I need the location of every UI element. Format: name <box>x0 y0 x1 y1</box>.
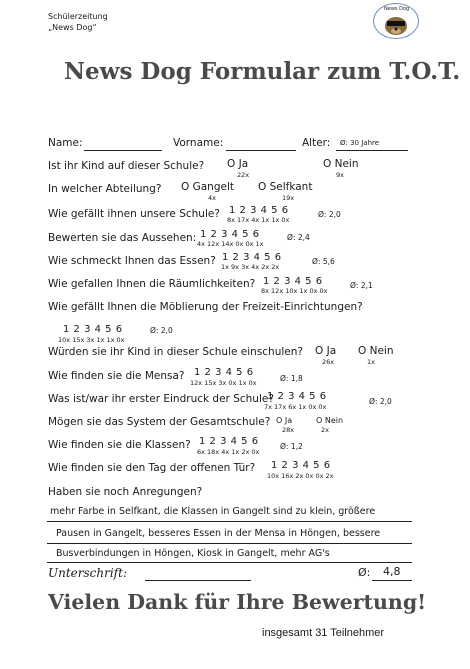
q7-scale[interactable]: 1 2 3 4 5 6 <box>63 324 123 335</box>
answer-line-2: Pausen in Gangelt, besseres Essen in der Mensa in Höngen, bessere <box>56 528 381 539</box>
q8-option-nein[interactable]: O Nein <box>358 345 394 357</box>
q6-counts: 8x 12x 10x 1x 0x 0x <box>261 287 328 295</box>
q10-average: Ø: 2,0 <box>369 397 392 406</box>
signature-field[interactable] <box>145 580 251 581</box>
question-12: Wie finden sie die Klassen? <box>48 439 191 451</box>
q8-option-ja[interactable]: O Ja <box>315 345 337 357</box>
question-2: In welcher Abteilung? <box>48 183 162 195</box>
alter-label: Alter: <box>302 137 331 149</box>
vorname-label: Vorname: <box>173 137 224 149</box>
answer-rule-3[interactable] <box>47 562 412 563</box>
q8-nein-count: 1x <box>367 358 375 366</box>
header-school-paper: Schülerzeitung <box>48 12 108 21</box>
q3-counts: 8x 17x 4x 1x 1x 0x <box>227 216 290 224</box>
q3-scale[interactable]: 1 2 3 4 5 6 <box>229 205 289 216</box>
participants-total: insgesamt 31 Teilnehmer <box>262 627 385 639</box>
question-5: Wie schmeckt Ihnen das Essen? <box>48 255 216 267</box>
q4-counts: 4x 12x 14x 0x 0x 1x <box>197 240 264 248</box>
q11-ja-count: 28x <box>282 426 295 434</box>
q6-average: Ø: 2,1 <box>350 281 373 290</box>
q5-average: Ø: 5,6 <box>312 257 335 266</box>
q1-ja-count: 22x <box>237 171 250 179</box>
name-label: Name: <box>48 137 83 149</box>
q7-counts: 10x 15x 3x 1x 1x 0x <box>58 336 125 344</box>
question-10: Was ist/war ihr erster Eindruck der Schule? <box>48 393 274 405</box>
signature-label: Unterschrift: <box>48 566 127 580</box>
q9-average: Ø: 1,8 <box>280 374 303 383</box>
q5-scale[interactable]: 1 2 3 4 5 6 <box>222 252 282 263</box>
question-7: Wie gefällt Ihnen die Möblierung der Freizeit-Einrichtungen? <box>48 301 363 313</box>
news-dog-logo <box>373 3 419 39</box>
question-9: Wie finden sie die Mensa? <box>48 370 185 382</box>
q11-nein-count: 2x <box>321 426 329 434</box>
q8-ja-count: 26x <box>322 358 335 366</box>
header-paper-name: „News Dog“ <box>48 23 97 32</box>
q12-counts: 6x 18x 4x 1x 2x 0x <box>197 448 260 456</box>
overall-average-label: Ø: <box>358 566 371 579</box>
question-13: Wie finden sie den Tag der offenen Tür? <box>48 462 256 474</box>
question-11: Mögen sie das System der Gesamtschule? <box>48 416 271 428</box>
q6-scale[interactable]: 1 2 3 4 5 6 <box>263 276 323 287</box>
page-title: News Dog Formular zum T.O.T. <box>64 58 461 85</box>
question-3: Wie gefällt ihnen unsere Schule? <box>48 208 220 220</box>
answer-line-1: mehr Farbe in Selfkant, die Klassen in Gangelt sind zu klein, größere <box>50 506 376 517</box>
q5-counts: 1x 9x 3x 4x 2x 2x <box>221 263 280 271</box>
answer-line-3: Busverbindungen in Höngen, Kiosk in Gangelt, mehr AG's <box>56 548 330 559</box>
q12-scale[interactable]: 1 2 3 4 5 6 <box>199 436 259 447</box>
q11-option-nein[interactable]: O Nein <box>316 416 344 425</box>
overall-average-value: 4,8 <box>383 565 401 578</box>
q10-scale[interactable]: 1 2 3 4 5 6 <box>267 391 327 402</box>
q9-counts: 12x 15x 3x 0x 1x 0x <box>190 379 257 387</box>
question-1: Ist ihr Kind auf dieser Schule? <box>48 160 205 172</box>
q7-average: Ø: 2,0 <box>150 326 173 335</box>
q13-counts: 10x 16x 2x 0x 0x 2x <box>267 472 334 480</box>
q4-average: Ø: 2,4 <box>287 233 310 242</box>
question-6: Wie gefallen Ihnen die Räumlichkeiten? <box>48 278 256 290</box>
q1-option-nein[interactable]: O Nein <box>323 158 359 170</box>
answer-rule-1[interactable] <box>47 521 412 522</box>
q2-option-selfkant[interactable]: O Selfkant <box>258 181 313 193</box>
q2-gangelt-count: 4x <box>208 194 216 202</box>
q1-nein-count: 9x <box>336 171 344 179</box>
q13-scale[interactable]: 1 2 3 4 5 6 <box>271 460 331 471</box>
q1-option-ja[interactable]: O Ja <box>227 158 249 170</box>
q2-option-gangelt[interactable]: O Gangelt <box>181 181 234 193</box>
q10-counts: 7x 17x 6x 1x 0x 0x <box>264 403 327 411</box>
alter-field[interactable] <box>336 150 408 151</box>
alter-value: Ø: 30 Jahre <box>340 139 380 147</box>
answer-rule-2[interactable] <box>47 543 412 544</box>
q9-scale[interactable]: 1 2 3 4 5 6 <box>194 367 254 378</box>
q4-scale[interactable]: 1 2 3 4 5 6 <box>200 229 260 240</box>
question-14: Haben sie noch Anregungen? <box>48 486 203 498</box>
q2-selfkant-count: 19x <box>282 194 295 202</box>
q3-average: Ø: 2,0 <box>318 210 341 219</box>
name-field[interactable] <box>84 150 162 151</box>
question-4: Bewerten sie das Aussehen: <box>48 232 197 244</box>
average-field[interactable] <box>372 580 412 581</box>
question-8: Würden sie ihr Kind in dieser Schule einschulen? <box>48 346 303 358</box>
q12-average: Ø: 1,2 <box>280 442 303 451</box>
thank-you-message: Vielen Dank für Ihre Bewertung! <box>48 590 427 614</box>
logo-text: News Dog <box>384 6 410 12</box>
vorname-field[interactable] <box>226 150 296 151</box>
q11-option-ja[interactable]: O Ja <box>276 416 293 425</box>
